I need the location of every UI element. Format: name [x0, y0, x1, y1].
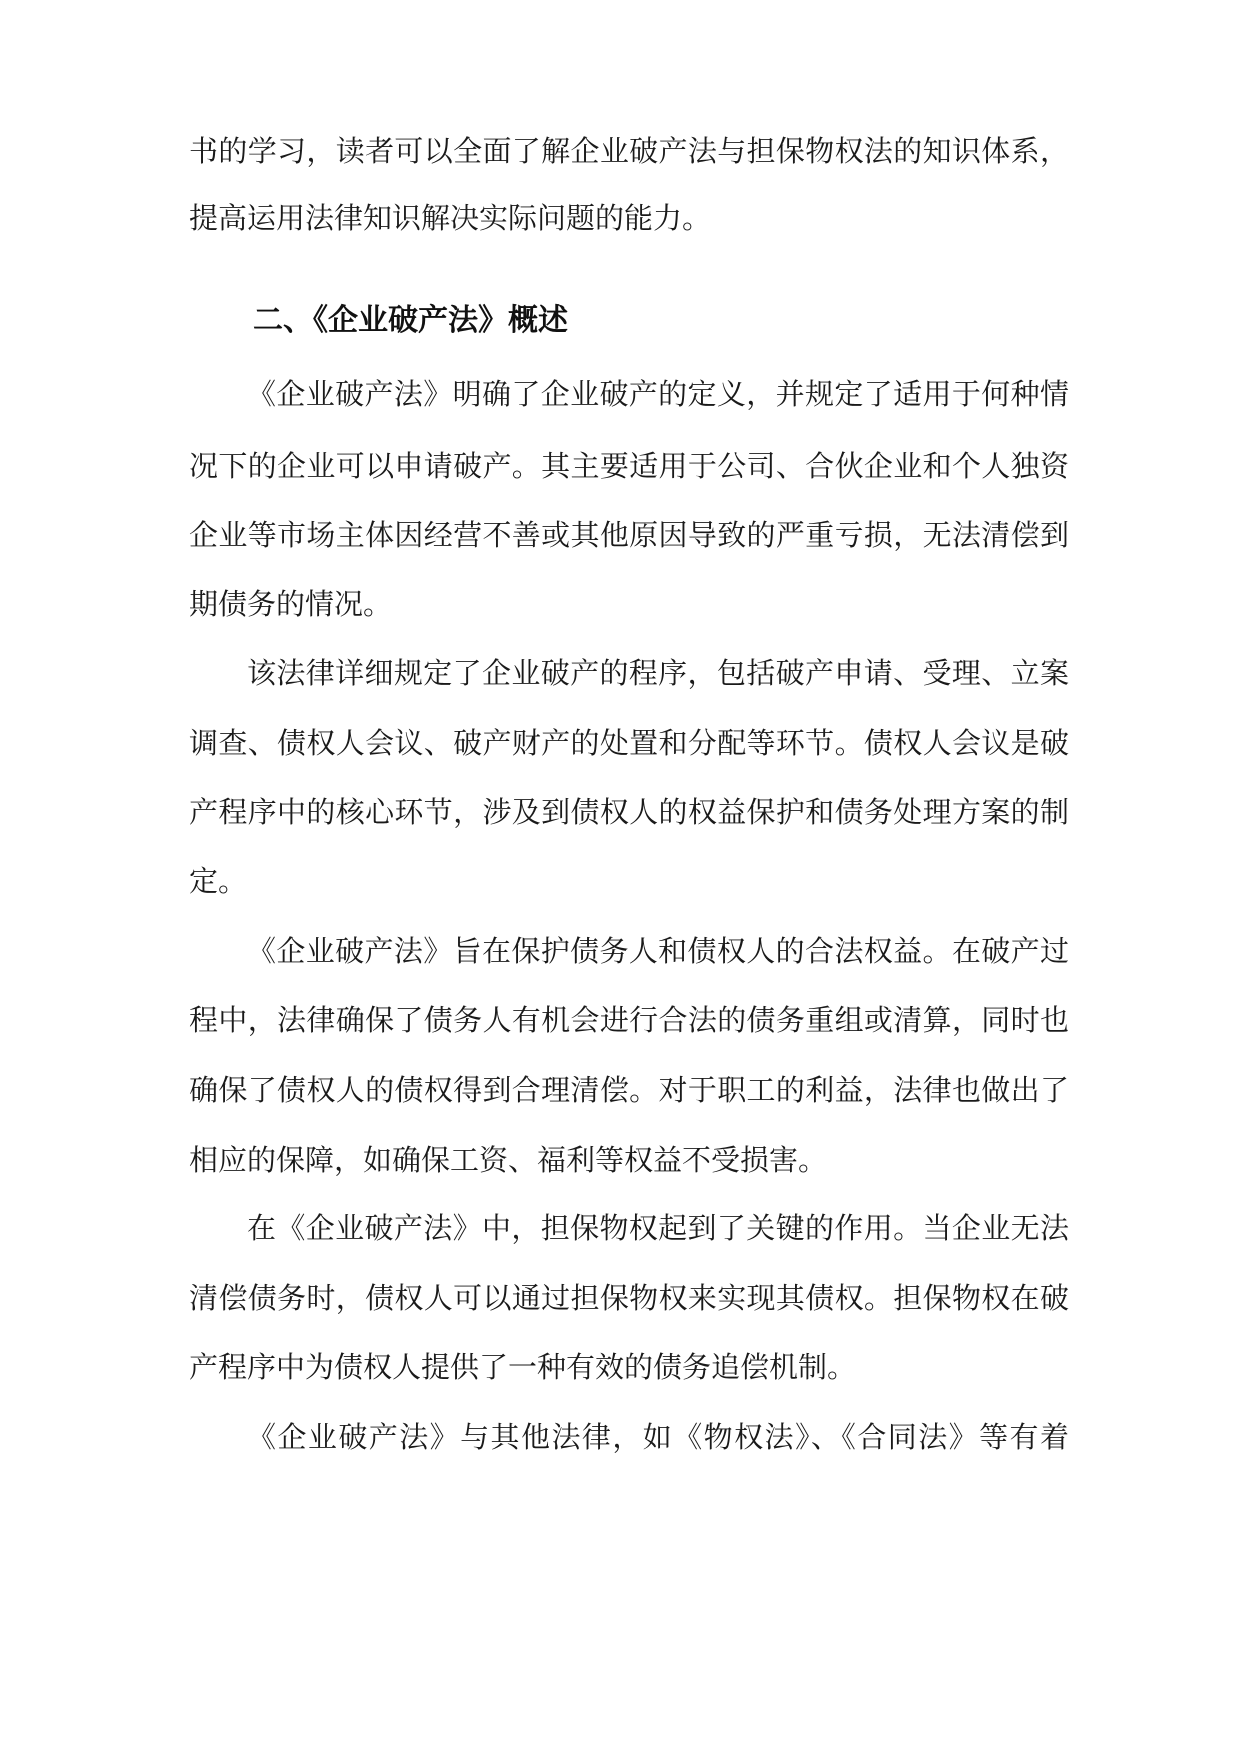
paragraph-2-line-2: 调查、债权人会议、破产财产的处置和分配等环节。债权人会议是破	[189, 726, 1069, 760]
paragraph-5-line-1: 《企业破产法》与其他法律，如《物权法》、《合同法》等有着	[247, 1420, 1069, 1454]
paragraph-3-line-4: 相应的保障，如确保工资、福利等权益不受损害。	[189, 1143, 828, 1177]
paragraph-4-line-1: 在《企业破产法》中，担保物权起到了关键的作用。当企业无法	[247, 1211, 1069, 1245]
section-heading: 二、《企业破产法》概述	[253, 303, 568, 338]
paragraph-1-line-3: 企业等市场主体因经营不善或其他原因导致的严重亏损，无法清偿到	[189, 518, 1069, 552]
paragraph-1-line-2: 况下的企业可以申请破产。其主要适用于公司、合伙企业和个人独资	[189, 449, 1069, 483]
paragraph-4-line-2: 清偿债务时，债权人可以通过担保物权来实现其债权。担保物权在破	[189, 1281, 1069, 1315]
paragraph-1-line-1: 《企业破产法》明确了企业破产的定义，并规定了适用于何种情	[247, 377, 1069, 411]
paragraph-1-line-4: 期债务的情况。	[189, 587, 393, 621]
paragraph-2-line-3: 产程序中的核心环节，涉及到债权人的权益保护和债务处理方案的制	[189, 795, 1069, 829]
paragraph-2-line-1: 该法律详细规定了企业破产的程序，包括破产申请、受理、立案	[247, 656, 1069, 690]
intro-line-1: 书的学习，读者可以全面了解企业破产法与担保物权法的知识体系，	[189, 134, 1069, 168]
paragraph-4-line-3: 产程序中为债权人提供了一种有效的债务追偿机制。	[189, 1350, 857, 1384]
paragraph-3-line-3: 确保了债权人的债权得到合理清偿。对于职工的利益，法律也做出了	[189, 1073, 1069, 1107]
paragraph-3-line-1: 《企业破产法》旨在保护债务人和债权人的合法权益。在破产过	[247, 934, 1069, 968]
intro-line-2: 提高运用法律知识解决实际问题的能力。	[189, 201, 712, 235]
paragraph-2-line-4: 定。	[189, 864, 248, 898]
paragraph-3-line-2: 程中，法律确保了债务人有机会进行合法的债务重组或清算，同时也	[189, 1003, 1069, 1037]
